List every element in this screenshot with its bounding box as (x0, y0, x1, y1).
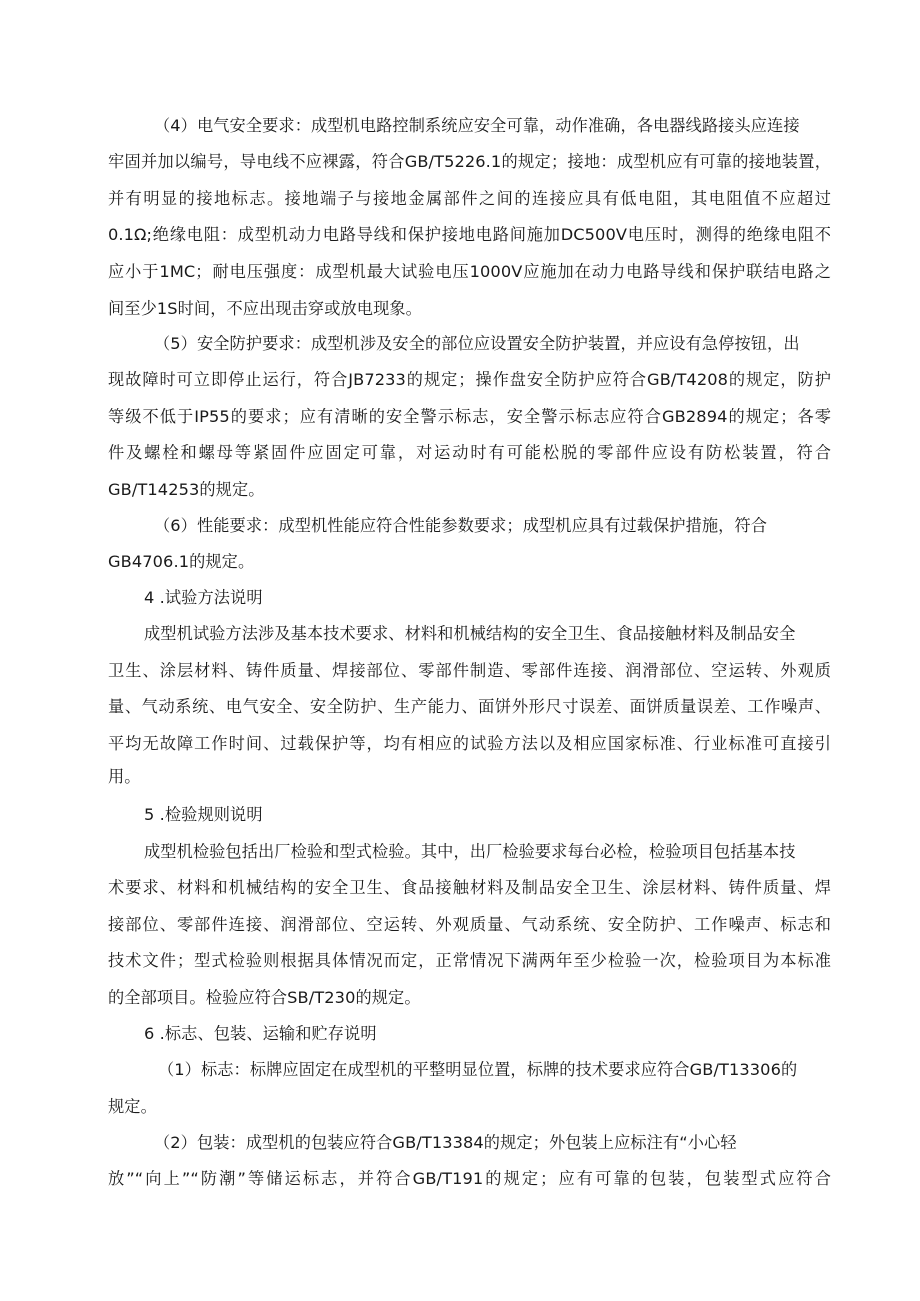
paragraph-line: （1）标志：标牌应固定在成型机的平整明显位置，标牌的技术要求应符合GB/T13306的 (158, 1060, 798, 1079)
paragraph-line: 量、气动系统、电气安全、安全防护、生产能力、面饼外形尺寸误差、面饼质量误差、工作噪声、 (108, 697, 831, 716)
paragraph-line: 牢固并加以编号，导电线不应裸露，符合GB/T5226.1的规定；接地：成型机应有可靠的接地装置， (108, 152, 831, 171)
paragraph-line: （4）电气安全要求：成型机电路控制系统应安全可靠，动作准确，各电器线路接头应连接 (154, 116, 800, 135)
paragraph-line: 0.1Ω;绝缘电阻：成型机动力电路导线和保护接地电路间施加DC500V电压时，测得的绝缘电阻不 (108, 225, 831, 244)
paragraph-line: 应小于1MC；耐电压强度：成型机最大试验电压1000V应施加在动力电路导线和保护联结电路之 (108, 262, 831, 281)
paragraph-line: 件及螺栓和螺母等紧固件应固定可靠，对运动时有可能松脱的零部件应设有防松装置，符合 (108, 443, 831, 462)
paragraph-line: （6）性能要求：成型机性能应符合性能参数要求；成型机应具有过载保护措施，符合 (154, 516, 768, 535)
paragraph-line: 等级不低于IP55的要求；应有清晰的安全警示标志，安全警示标志应符合GB2894的规定；各零 (108, 407, 831, 426)
paragraph-line: 放”“向上”“防潮”等储运标志，并符合GB/T191的规定；应有可靠的包装，包装型式应符合 (108, 1169, 831, 1188)
paragraph-line: （2）包装：成型机的包装应符合GB/T13384的规定；外包装上应标注有“小心轻 (154, 1133, 737, 1152)
paragraph-line: 间至少1S时间，不应出现击穿或放电现象。 (108, 299, 422, 318)
paragraph-line: 现故障时可立即停止运行，符合JB7233的规定；操作盘安全防护应符合GB/T4208的规定，防护 (108, 370, 831, 389)
paragraph-line: 技术文件；型式检验则根据具体情况而定，正常情况下满两年至少检验一次，检验项目为本标准 (108, 951, 831, 970)
paragraph-line: 平均无故障工作时间、过载保护等，均有相应的试验方法以及相应国家标准、行业标准可直接引 (108, 734, 831, 753)
paragraph-line: GB/T14253的规定。 (108, 480, 265, 499)
section-heading: 4 .试验方法说明 (144, 588, 263, 607)
section-heading: 6 .标志、包装、运输和贮存说明 (144, 1024, 377, 1043)
paragraph-line: 成型机检验包括出厂检验和型式检验。其中，出厂检验要求每台必检，检验项目包括基本技 (144, 842, 796, 861)
paragraph-line: 规定。 (108, 1097, 157, 1116)
paragraph-line: （5）安全防护要求：成型机涉及安全的部位应设置安全防护装置，并应设有急停按钮，出 (154, 334, 800, 353)
paragraph-line: 用。 (108, 767, 141, 786)
paragraph-line: 成型机试验方法涉及基本技术要求、材料和机械结构的安全卫生、食品接触材料及制品安全 (144, 624, 796, 643)
paragraph-line: 的全部项目。检验应符合SB/T230的规定。 (108, 988, 421, 1007)
section-heading: 5 .检验规则说明 (144, 805, 263, 824)
paragraph-line: 卫生、涂层材料、铸件质量、焊接部位、零部件制造、零部件连接、润滑部位、空运转、外观质 (108, 661, 831, 680)
paragraph-line: 术要求、材料和机械结构的安全卫生、食品接触材料及制品安全卫生、涂层材料、铸件质量、焊 (108, 878, 831, 897)
paragraph-line: GB4706.1的规定。 (108, 552, 255, 571)
paragraph-line: 接部位、零部件连接、润滑部位、空运转、外观质量、气动系统、安全防护、工作噪声、标志和 (108, 915, 831, 934)
paragraph-line: 并有明显的接地标志。接地端子与接地金属部件之间的连接应具有低电阻，其电阻值不应超过 (108, 189, 831, 208)
